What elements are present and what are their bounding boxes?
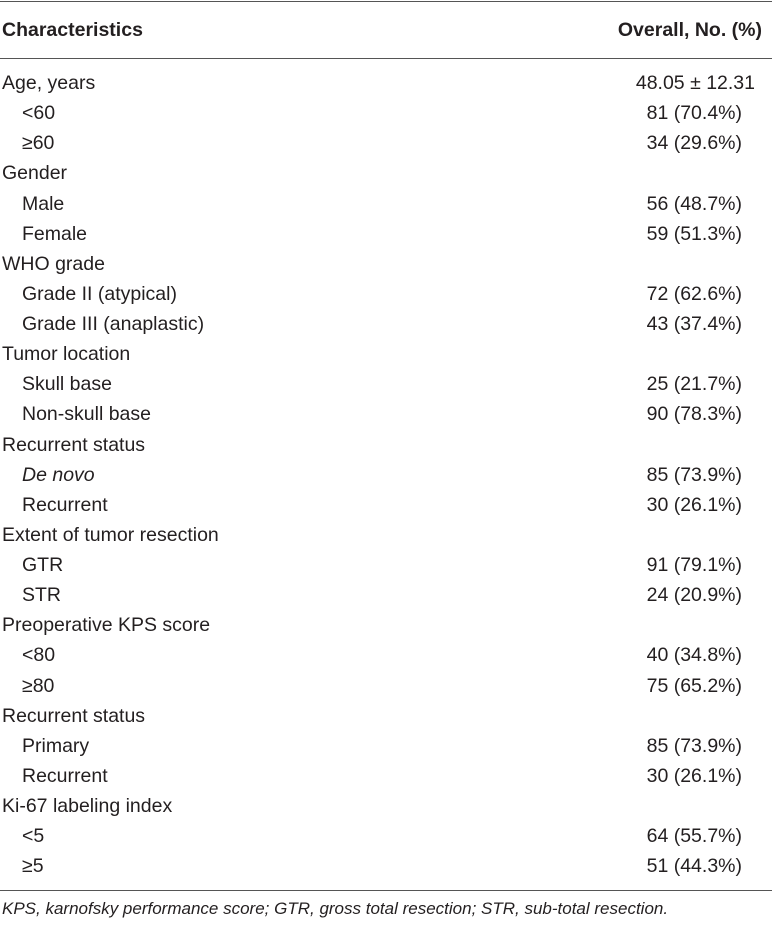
table-row — [0, 460, 772, 490]
row-label: Tumor location — [2, 343, 131, 366]
table-row — [0, 520, 772, 550]
table-row — [0, 369, 772, 399]
row-label: <80 — [22, 644, 56, 667]
top-rule — [0, 1, 772, 2]
row-value: 43 (37.4%) — [646, 313, 742, 335]
row-label: Extent of tumor resection — [2, 523, 219, 546]
row-value: 40 (34.8%) — [646, 644, 742, 667]
table-row — [0, 610, 772, 640]
table-row — [0, 791, 772, 821]
row-label: ≥5 — [22, 855, 44, 878]
header-rule — [0, 58, 772, 59]
row-label: Male — [22, 192, 65, 215]
row-value: 85 (73.9%) — [646, 734, 742, 757]
table-row — [0, 821, 772, 851]
table-row — [0, 128, 772, 158]
row-value: 85 (73.9%) — [646, 463, 742, 486]
row-label: Recurrent — [22, 764, 108, 787]
table-row — [0, 851, 772, 881]
row-value: 81 (70.4%) — [646, 102, 742, 125]
row-label: Gender — [2, 162, 68, 185]
row-value: 56 (48.7%) — [646, 192, 742, 215]
row-label: Skull base — [22, 373, 112, 396]
row-value: 25 (21.7%) — [646, 373, 742, 396]
table-row — [0, 701, 772, 731]
row-label: STR — [22, 584, 61, 607]
table-row — [0, 550, 772, 580]
row-label: Ki-67 labeling index — [2, 795, 173, 817]
table-row — [0, 189, 772, 219]
table-row — [0, 158, 772, 188]
row-label: Recurrent status — [2, 704, 146, 727]
row-label: <60 — [22, 102, 56, 125]
row-label: ≥80 — [22, 674, 55, 697]
row-label: WHO grade — [2, 252, 105, 275]
table-header — [0, 10, 772, 50]
row-label: ≥60 — [22, 132, 55, 155]
row-label: <5 — [22, 825, 45, 848]
table-row — [0, 249, 772, 279]
row-label: Grade II (atypical) — [22, 282, 177, 305]
row-label: Preoperative KPS score — [2, 614, 211, 637]
header-overall: Overall, No. (%) — [617, 19, 762, 41]
table-body — [0, 68, 772, 881]
table-row — [0, 399, 772, 429]
row-label: Grade III (anaplastic) — [22, 313, 205, 335]
table-row — [0, 68, 772, 98]
row-label: De novo — [22, 463, 95, 486]
row-label: Female — [22, 222, 88, 245]
table-row — [0, 761, 772, 791]
row-label: GTR — [22, 554, 64, 576]
table-row — [0, 309, 772, 339]
table-row — [0, 580, 772, 610]
row-value: 59 (51.3%) — [646, 222, 742, 245]
table-row — [0, 640, 772, 670]
table-footnote: KPS, karnofsky performance score; GTR, gross total resection; STR, sub-total resection. — [2, 899, 669, 918]
header-characteristics: Characteristics — [2, 19, 143, 41]
row-label: Recurrent status — [2, 433, 146, 456]
table-row — [0, 279, 772, 309]
bottom-rule — [0, 890, 772, 891]
table-row — [0, 731, 772, 761]
row-value: 51 (44.3%) — [646, 855, 742, 878]
row-value: 24 (20.9%) — [646, 584, 742, 607]
row-value: 72 (62.6%) — [646, 282, 742, 305]
row-value: 30 (26.1%) — [646, 764, 742, 787]
row-value: 90 (78.3%) — [646, 403, 742, 426]
row-label: Recurrent — [22, 493, 108, 516]
row-value: 64 (55.7%) — [646, 825, 742, 848]
table-row — [0, 339, 772, 369]
table-row — [0, 671, 772, 701]
row-label: Non-skull base — [22, 403, 151, 426]
row-label: Age, years — [2, 72, 96, 94]
table-row — [0, 219, 772, 249]
row-label: Primary — [22, 734, 90, 757]
table-row — [0, 98, 772, 128]
row-value: 30 (26.1%) — [646, 493, 742, 516]
table-row — [0, 430, 772, 460]
table-row — [0, 490, 772, 520]
row-value: 91 (79.1%) — [646, 554, 742, 576]
row-value: 34 (29.6%) — [646, 132, 742, 155]
row-value: 48.05 ± 12.31 — [635, 72, 755, 94]
row-value: 75 (65.2%) — [646, 674, 742, 697]
